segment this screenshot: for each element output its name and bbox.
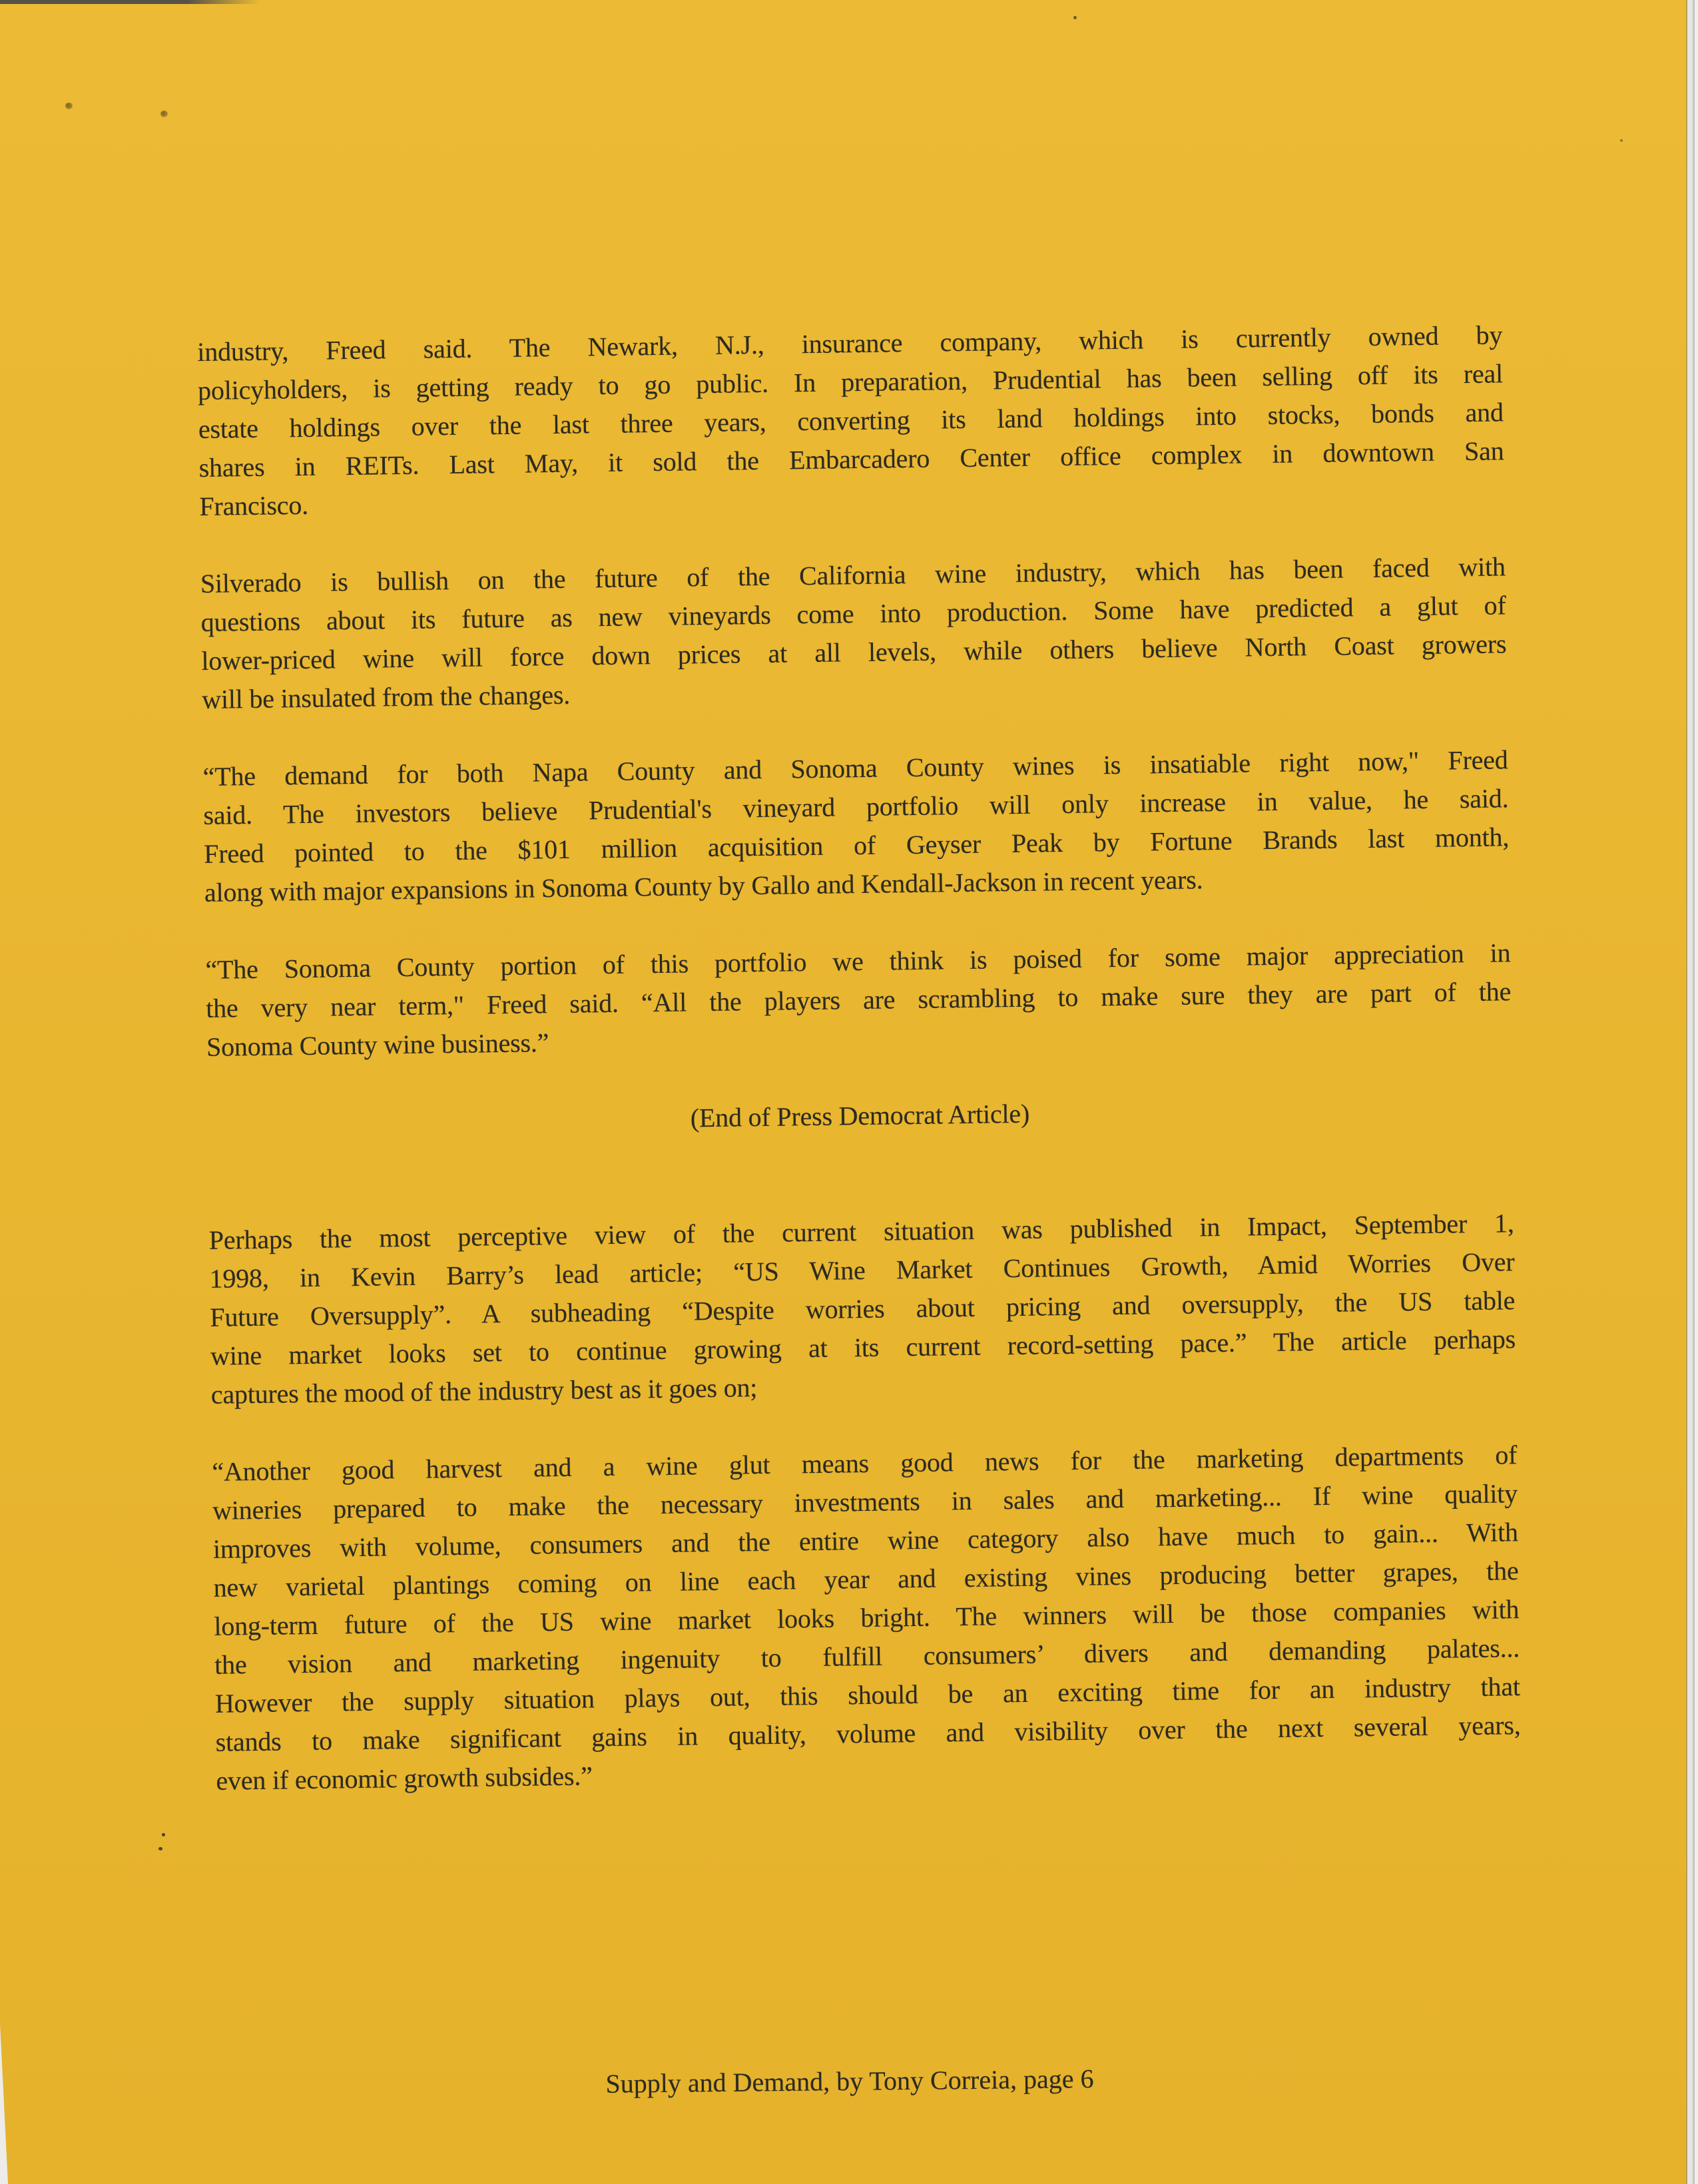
- text-line: the very near term," Freed said. “All the players are scrambling to make sure they are part of the: [205, 976, 1512, 1023]
- text-line: new varietal plantings coming on line each year and existing vines producing better grapes, the: [213, 1555, 1519, 1603]
- text-line: Silverado is bullish on the future of the California wine industry, which has been faced with: [200, 551, 1506, 599]
- text-line: lower-priced wine will force down prices at all levels, while others believe North Coast growers: [201, 629, 1507, 676]
- text-line: shares in REITs. Last May, it sold the Embarcadero Center office complex in downtown San: [198, 435, 1504, 483]
- text-line: Sonoma County wine business.”: [206, 1027, 549, 1062]
- scan-edge-top: [0, 0, 260, 4]
- centered-note: [207, 1088, 1513, 1144]
- text-line: 1998, in Kevin Barry’s lead article; “US Wine Market Continues Growth, Amid Worries Over: [209, 1246, 1515, 1294]
- text-line: Future Oversupply”. A subheading “Despite worries about pricing and oversupply, the US table: [210, 1285, 1516, 1332]
- text-line: wineries prepared to make the necessary investments in sales and marketing... If wine quality: [212, 1478, 1518, 1525]
- paper-speck: [65, 103, 73, 109]
- paper-speck: [162, 1833, 165, 1836]
- paper-speck: [1620, 139, 1623, 142]
- paper-speck: [160, 111, 168, 117]
- text-line: Freed pointed to the $101 million acquisition of Geyser Peak by Fortune Brands last month,: [203, 822, 1510, 869]
- text-line: “The demand for both Napa County and Sonoma County wines is insatiable right now," Freed: [202, 744, 1508, 792]
- text-line: estate holdings over the last three years, converting its land holdings into stocks, bonds and: [198, 397, 1504, 444]
- text-line: Perhaps the most perceptive view of the current situation was published in Impact, September 1,: [208, 1208, 1514, 1255]
- text-line: industry, Freed said. The Newark, N.J., insurance company, which is currently owned by: [197, 320, 1503, 367]
- text-line: even if economic growth subsides.”: [216, 1761, 593, 1796]
- paragraph: [202, 740, 1510, 912]
- paragraph: [205, 934, 1512, 1067]
- text-line: wine market looks set to continue growing at its current record-setting pace.” The article perhaps: [210, 1324, 1516, 1371]
- text-line: will be insulated from the changes.: [201, 679, 571, 714]
- page-footer: Supply and Demand, by Tony Correia, page 6: [605, 2063, 1094, 2099]
- paragraph: [212, 1436, 1522, 1800]
- text-line: (End of Press Democrat Article): [690, 1098, 1030, 1133]
- paragraph: [200, 547, 1508, 719]
- text-line: questions about its future as new vineyards come into production. Some have predicted a glut of: [200, 590, 1506, 637]
- text-line: said. The investors believe Prudential's vineyard portfolio will only increase in value, he said.: [203, 783, 1509, 830]
- paper-speck: [1073, 16, 1077, 19]
- text-line: the vision and marketing ingenuity to fulfill consumers’ divers and demanding palates...: [214, 1633, 1520, 1680]
- text-line: “The Sonoma County portion of this portfolio we think is poised for some major appreciation in: [205, 938, 1511, 985]
- paragraph: [208, 1204, 1516, 1414]
- text-line: stands to make significant gains in quality, volume and visibility over the next several years,: [215, 1710, 1521, 1757]
- text-line: long-term future of the US wine market looks bright. The winners will be those companies with: [214, 1594, 1520, 1641]
- text-line: improves with volume, consumers and the entire wine category also have much to gain... With: [212, 1517, 1519, 1564]
- scan-edge-right: [1686, 0, 1698, 2184]
- text-line: along with major expansions in Sonoma County by Gallo and Kendall-Jackson in recent years.: [204, 864, 1203, 908]
- paper-speck: [158, 1847, 162, 1850]
- scan-edge-bottom-left: [0, 2024, 8, 2184]
- text-line: captures the mood of the industry best as it goes on;: [210, 1372, 758, 1410]
- paragraph: [197, 316, 1505, 526]
- text-line: Francisco.: [199, 489, 309, 521]
- text-line: “Another good harvest and a wine glut means good news for the marketing departments of: [212, 1440, 1518, 1487]
- text-line: However the supply situation plays out, this should be an exciting time for an industry that: [214, 1671, 1521, 1719]
- document-text: [197, 316, 1522, 1838]
- text-line: policyholders, is getting ready to go public. In preparation, Prudential has been selling off its real: [197, 358, 1504, 406]
